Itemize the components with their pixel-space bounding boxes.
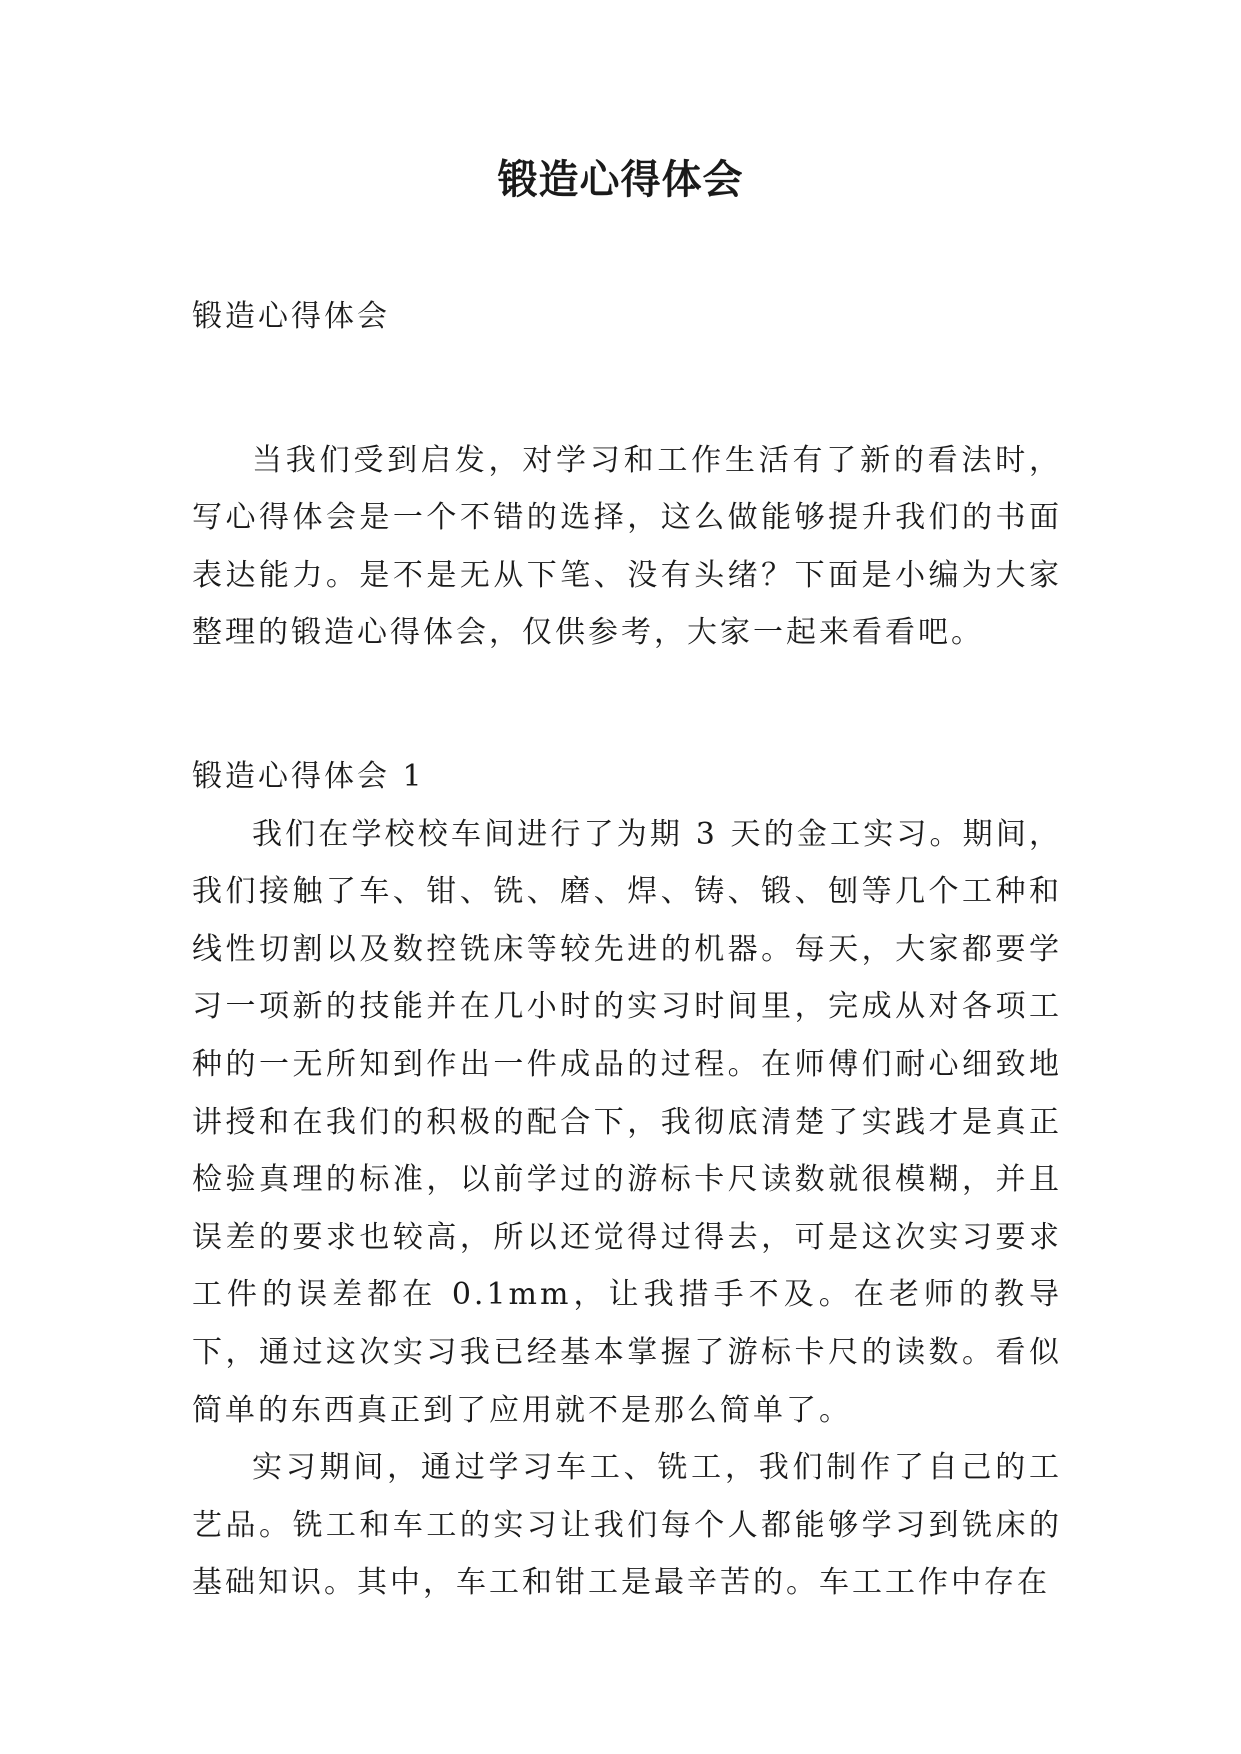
document-title: 锻造心得体会	[497, 157, 744, 203]
body-paragraph: 我们在学校校车间进行了为期 3 天的金工实习。期间，我们接触了车、钳、铣、磨、焊、铸、锻、刨等几个工种和线性切割以及数控铣床等较先进的机器。每天，大家都要学习一项新的技能并在几小时的实习时间里，完成从对各项工种的一无所知到作出一件成品的过程。在师傅们耐心细致地讲授和在我们的积极的配合下，我彻底清楚了实践才是真正检验真理的标准，以前学过的游标卡尺读数就很模糊，并且误差的要求也较高，所以还觉得过得去，可是这次实习要求工件的误差都在 0.1mm，让我措手不及。在老师的教导下，通过这次实习我已经基本掌握了游标卡尺的读数。看似简单的东西真正到了应用就不是那么简单了。	[192, 816, 1062, 1428]
body-paragraph: 实习期间，通过学习车工、铣工，我们制作了自己的工艺品。铣工和车工的实习让我们每个人都能够学习到铣床的基础知识。其中，车工和钳工是最辛苦的。车工工作中存在	[192, 1450, 1062, 1601]
intro-paragraph: 当我们受到启发，对学习和工作生活有了新的看法时，写心得体会是一个不错的选择，这么做能够提升我们的书面表达能力。是不是无从下笔、没有头绪？下面是小编为大家整理的锻造心得体会，仅供参考，大家一起来看看吧。	[192, 442, 1062, 651]
section-heading: 锻造心得体会 1	[192, 758, 425, 794]
document-subtitle: 锻造心得体会	[192, 299, 390, 334]
document-body	[192, 288, 1062, 1612]
